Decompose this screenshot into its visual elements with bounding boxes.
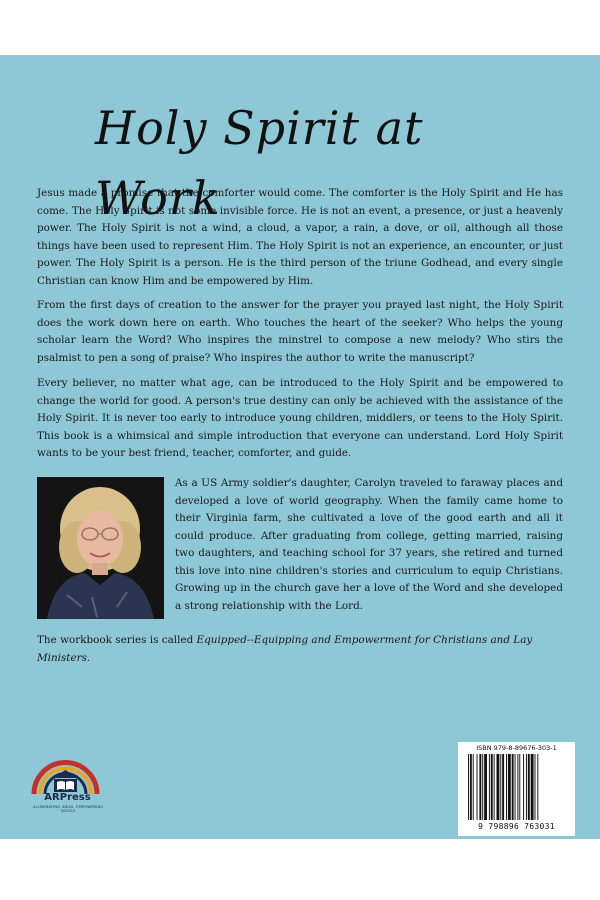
book-under-arch-icon <box>28 738 103 798</box>
series-note <box>37 632 577 667</box>
barcode-bar <box>537 754 538 820</box>
barcode-bar <box>484 754 487 820</box>
barcode-bar <box>508 754 511 820</box>
barcode-bar <box>470 754 472 820</box>
series-prefix: The workbook series is called <box>37 634 197 646</box>
barcode-bar <box>494 754 495 820</box>
barcode-bar <box>497 754 500 820</box>
barcode-bar <box>482 754 483 820</box>
barcode-bar <box>477 754 478 820</box>
description-paragraph-1: Jesus made a promise that the comforter would come. The comforter is the Holy Spirit and He has come. The Holy Spirit is not some invisible force. He is not an event, a presence, or just a heavenly power. The Holy Spirit is not a wind, a cloud, a vapor, a rain, a dove, or oil, although all those things have been used to represent Him. The Holy Spirit is not an experience, an encounter, or just power. The Holy Spirit is a person. He is the third person of the triune Godhead, and every single Christian can know Him and be empowered by Him. <box>37 187 563 287</box>
barcode-bar <box>526 754 527 820</box>
author-portrait-illustration <box>37 477 164 619</box>
publisher-tagline: ILLUMINATING IDEAS. EMPOWERING VOICES <box>32 805 104 813</box>
barcode-digits: 9 798896 763031 <box>478 822 555 831</box>
barcode-bar <box>519 754 520 820</box>
barcode-bars <box>467 754 567 820</box>
series-title: Equipped--Equipping and Empowerment for Christians and Lay Ministers. <box>37 634 533 664</box>
barcode-bar <box>531 754 534 820</box>
barcode-bar <box>473 754 474 820</box>
description-paragraph-2: From the first days of creation to the answer for the prayer you prayed last night, the Holy Spirit does the work down here on earth. Who touches the heart of the seeker? Who helps the young scholar learn the Word? Who inspires the minstrel to compose a new melody? Who stirs the psalmist to pen a song of praise? Who inspires the author to write the manuscript? <box>37 299 563 364</box>
publisher-name: ARPress <box>44 792 91 803</box>
isbn-label: ISBN 979-8-89676-303-1 <box>476 744 557 752</box>
barcode-bar <box>515 754 516 820</box>
barcode-bar <box>512 754 514 820</box>
barcode-bar <box>528 754 530 820</box>
barcode-bar <box>506 754 507 820</box>
barcode-bar <box>491 754 493 820</box>
barcode-bar <box>535 754 536 820</box>
barcode-bar <box>468 754 469 820</box>
barcode-bar <box>489 754 490 820</box>
description-paragraph-3: Every believer, no matter what age, can be introduced to the Holy Spirit and be empowered to change the world for good. A person's true destiny can only be achieved with the assistance of the Holy Spirit. It is never too early to introduce young children, middlers, or teens to the Holy Spirit. This book is a whimsical and simple introduction that everyone can understand. Lord Holy Spirit wants to be your best friend, teacher, comforter, and guide. <box>37 377 563 459</box>
back-cover <box>0 55 600 839</box>
barcode-bar <box>500 754 501 820</box>
barcode-bar <box>523 754 524 820</box>
author-bio: As a US Army soldier's daughter, Carolyn traveled to faraway places and developed a love of world geography. When the family came home to their Virginia farm, she cultivated a love of the good earth and all it could produce. After graduating from college, getting married, raising two daughters, and teaching school for 37 years, she retired and turned this love into nine children's stories and curriculum to equip Christians. Growing up in the church gave her a love of the Word and she developed a strong relationship with the Lord. <box>175 477 563 612</box>
barcode-bar <box>517 754 518 820</box>
book-title: Holy Spirit at Work <box>95 101 424 225</box>
barcode-bar <box>502 754 504 820</box>
isbn-barcode <box>458 742 575 836</box>
author-photo <box>37 477 164 619</box>
barcode-bar <box>479 754 481 820</box>
